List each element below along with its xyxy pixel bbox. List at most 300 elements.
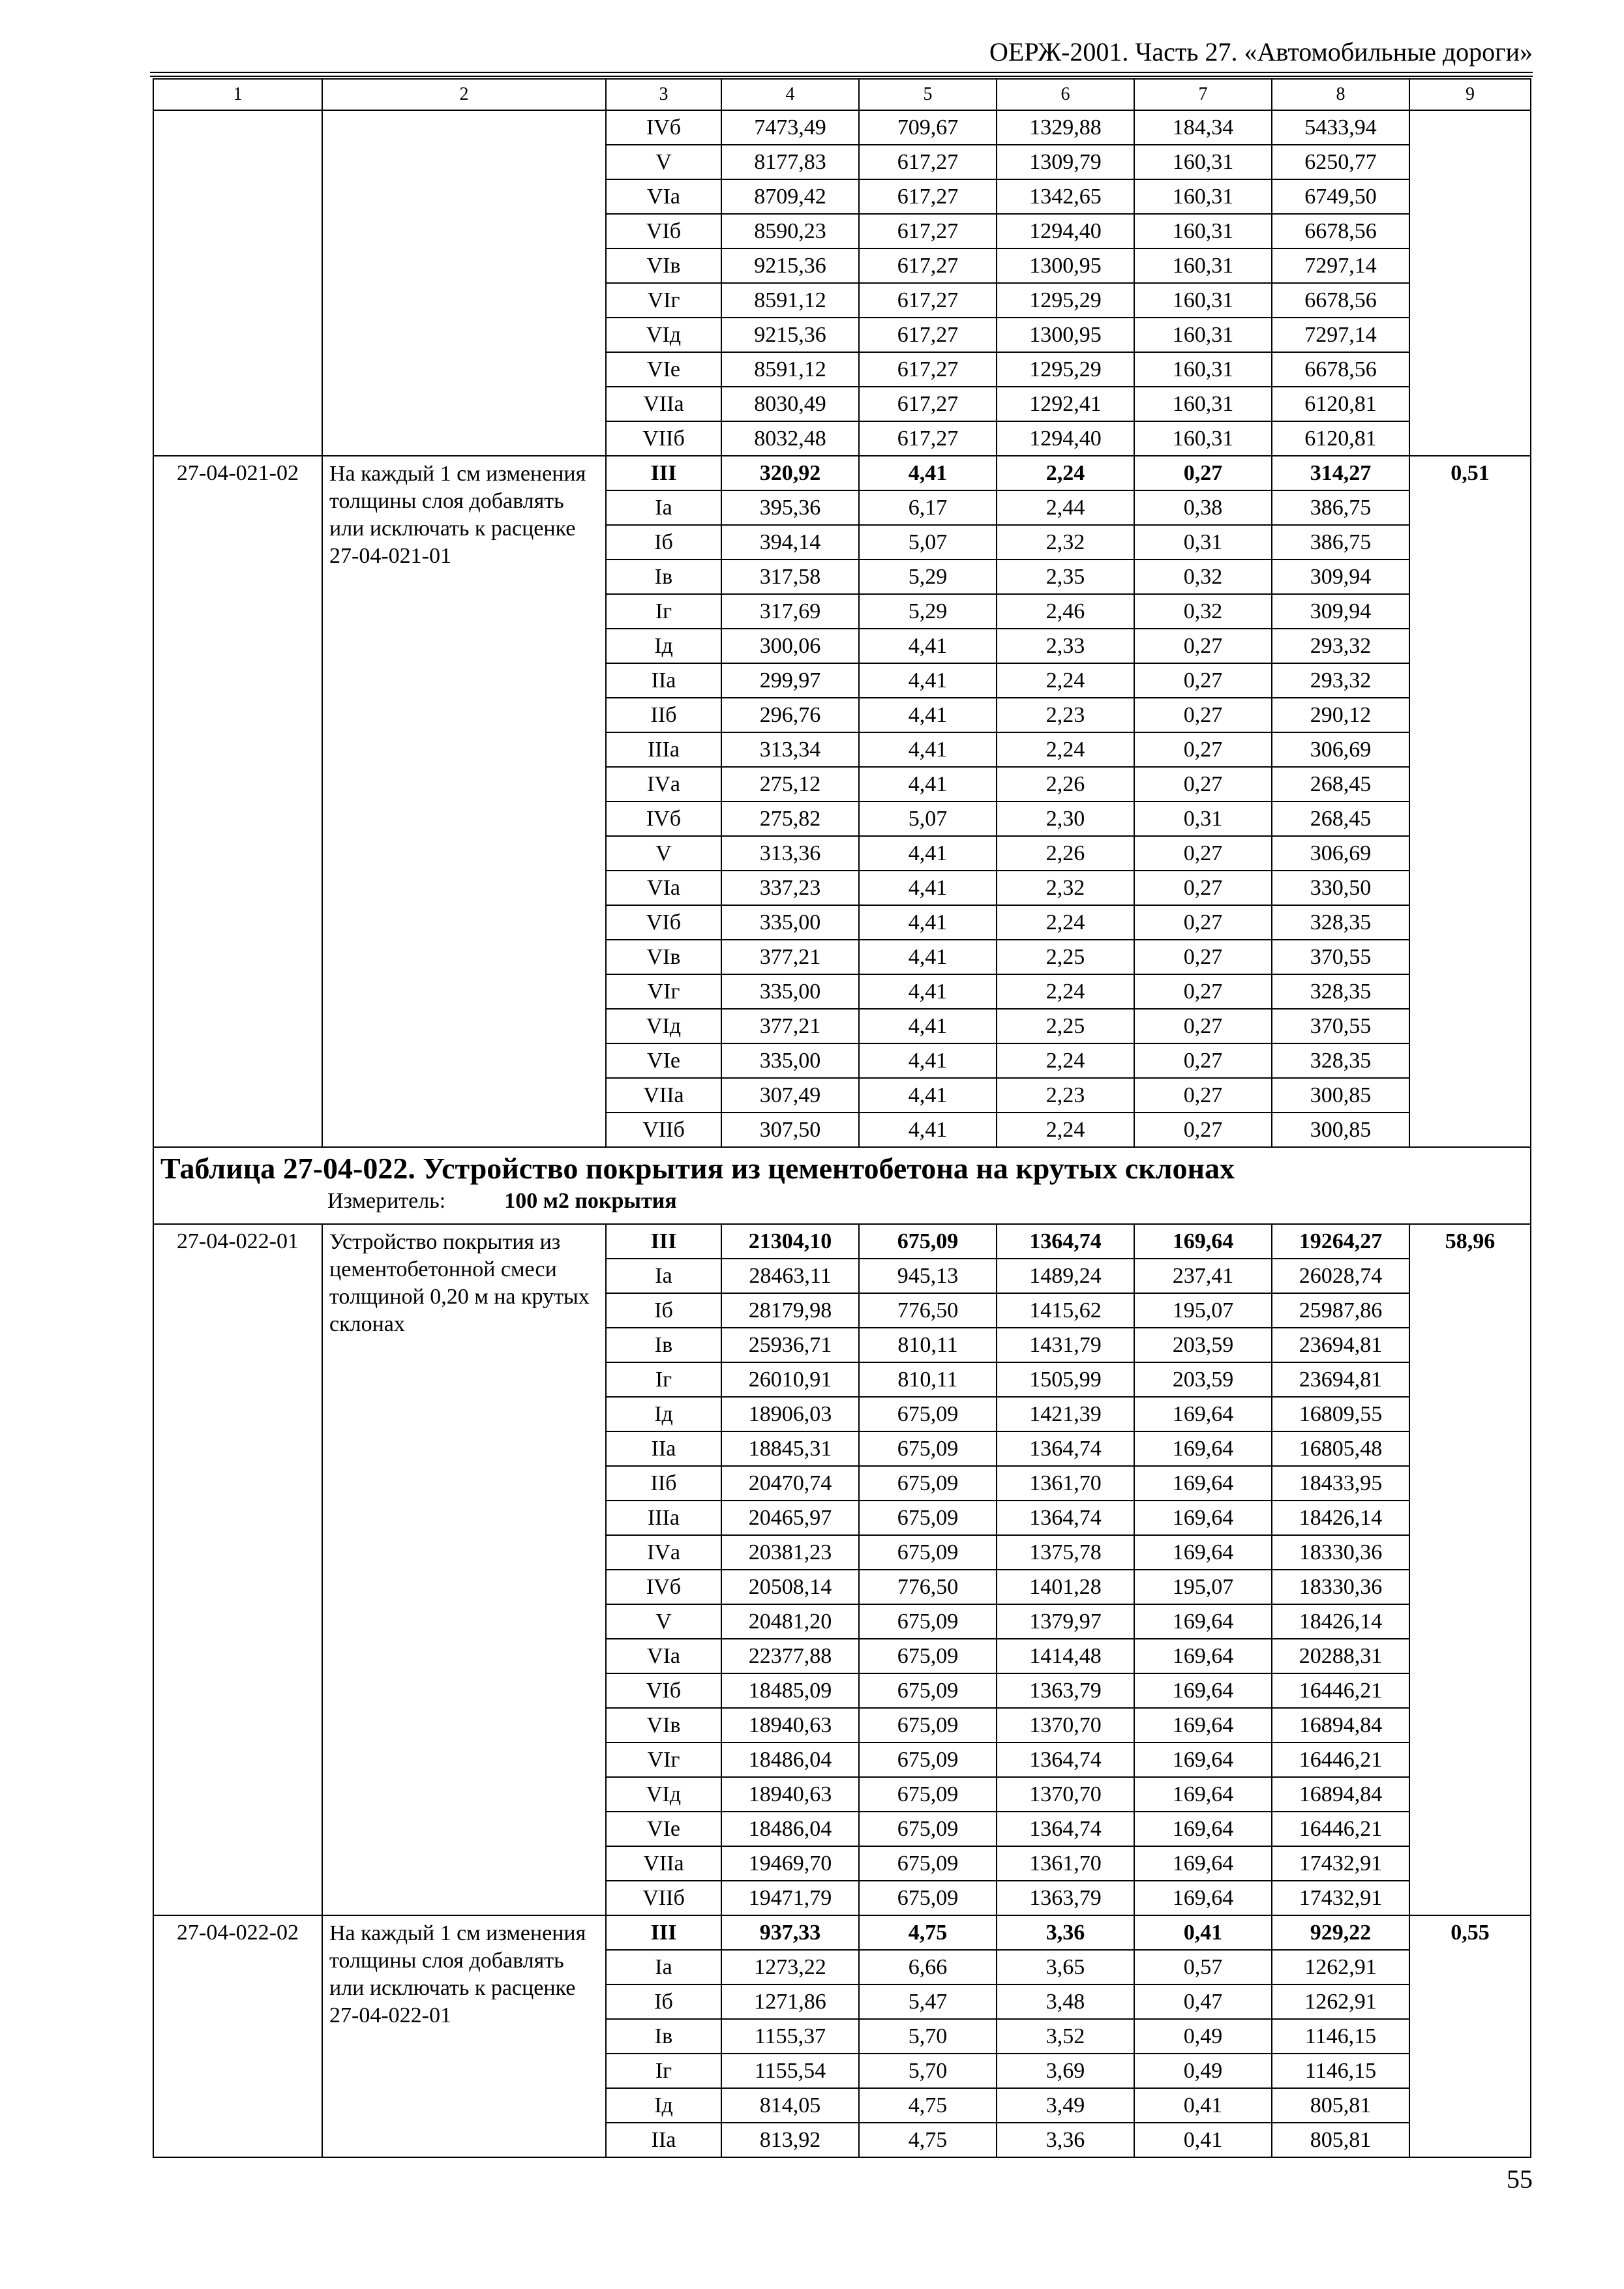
value-cell: 1379,97 [997,1604,1134,1639]
zone-cell: III [606,1224,721,1259]
value-cell: 23694,81 [1272,1362,1409,1397]
column-number: 9 [1409,79,1531,110]
value-cell: 16446,21 [1272,1812,1409,1846]
value-cell: 1292,41 [997,387,1134,421]
value-cell: 5,29 [859,594,997,629]
value-cell: 18940,63 [721,1708,859,1743]
zone-cell: Iб [606,1984,721,2019]
value-cell: 1342,65 [997,179,1134,214]
unit-label: Измеритель: [327,1189,446,1213]
value-cell: 169,64 [1134,1673,1272,1708]
value-cell: 328,35 [1272,1043,1409,1078]
rate-code: 27-04-022-01 [153,1224,322,1915]
value-cell: 169,64 [1134,1639,1272,1673]
column-number: 7 [1134,79,1272,110]
value-cell: 19469,70 [721,1846,859,1881]
value-cell: 0,41 [1134,2123,1272,2157]
value-cell: 2,25 [997,940,1134,974]
value-cell: 1329,88 [997,110,1134,145]
value-cell: 169,64 [1134,1881,1272,1915]
value-cell: 20465,97 [721,1501,859,1535]
column-number: 6 [997,79,1134,110]
value-cell: 1363,79 [997,1881,1134,1915]
value-cell: 237,41 [1134,1259,1272,1293]
column-number: 5 [859,79,997,110]
value-cell: 306,69 [1272,732,1409,767]
value-cell: 776,50 [859,1570,997,1604]
rate-description: Устройство покрытия из цементобетонной смеси толщиной 0,20 м на крутых склонах [322,1224,606,1915]
value-cell: 1294,40 [997,214,1134,248]
value-cell: 28179,98 [721,1293,859,1328]
value-cell: 1505,99 [997,1362,1134,1397]
column-number: 2 [322,79,606,110]
value-cell: 309,94 [1272,560,1409,594]
value-cell: 0,27 [1134,905,1272,940]
value-cell: 1273,22 [721,1950,859,1984]
value-cell: 307,49 [721,1078,859,1113]
value-cell: 1363,79 [997,1673,1134,1708]
value-cell: 0,32 [1134,560,1272,594]
value-cell: 0,27 [1134,456,1272,490]
value-cell: 26028,74 [1272,1259,1409,1293]
value-cell: 810,11 [859,1328,997,1362]
zone-cell: VIе [606,352,721,387]
value-cell: 306,69 [1272,836,1409,871]
zone-cell: VIб [606,905,721,940]
value-cell: 675,09 [859,1881,997,1915]
zone-cell: VIа [606,871,721,905]
value-cell: 3,48 [997,1984,1134,2019]
zone-cell: VIг [606,974,721,1009]
value-cell: 675,09 [859,1846,997,1881]
value-cell: 317,69 [721,594,859,629]
value-cell: 317,58 [721,560,859,594]
value-cell: 7473,49 [721,110,859,145]
zone-cell: VIв [606,248,721,283]
value-cell: 18485,09 [721,1673,859,1708]
value-cell: 1364,74 [997,1224,1134,1259]
value-cell: 8591,12 [721,283,859,318]
value-cell: 6120,81 [1272,421,1409,456]
value-cell: 3,69 [997,2054,1134,2088]
zone-cell: Iа [606,490,721,525]
value-cell: 300,85 [1272,1113,1409,1147]
value-cell: 617,27 [859,352,997,387]
value-cell: 20470,74 [721,1466,859,1501]
value-cell: 16446,21 [1272,1673,1409,1708]
value-cell: 299,97 [721,663,859,698]
rates-table [153,78,1531,2158]
value-cell: 4,75 [859,1915,997,1950]
value-cell: 813,92 [721,2123,859,2157]
value-cell: 1370,70 [997,1777,1134,1812]
value-cell: 1421,39 [997,1397,1134,1431]
zone-cell: Iг [606,1362,721,1397]
zone-cell: VIг [606,1743,721,1777]
value-cell: 293,32 [1272,629,1409,663]
value-cell: 169,64 [1134,1846,1272,1881]
value-cell: 617,27 [859,387,997,421]
value-cell: 0,41 [1134,1915,1272,1950]
zone-cell: VIIб [606,1113,721,1147]
value-cell: 709,67 [859,110,997,145]
value-cell: 675,09 [859,1812,997,1846]
value-cell: 386,75 [1272,490,1409,525]
value-cell: 4,41 [859,974,997,1009]
page-header: ОЕРЖ-2001. Часть 27. «Автомобильные дороги» [989,37,1533,67]
value-cell: 17432,91 [1272,1846,1409,1881]
value-cell: 9215,36 [721,318,859,352]
value-cell: 0,27 [1134,1078,1272,1113]
value-cell: 335,00 [721,1043,859,1078]
value-cell: 203,59 [1134,1328,1272,1362]
value-cell: 5,07 [859,801,997,836]
value-cell: 1361,70 [997,1846,1134,1881]
value-cell: 675,09 [859,1431,997,1466]
value-cell: 330,50 [1272,871,1409,905]
value-cell: 21304,10 [721,1224,859,1259]
value-cell: 6120,81 [1272,387,1409,421]
value-cell: 8591,12 [721,352,859,387]
value-cell: 2,35 [997,560,1134,594]
value-cell: 6678,56 [1272,283,1409,318]
value-cell: 20481,20 [721,1604,859,1639]
value-cell: 314,27 [1272,456,1409,490]
value-cell: 1300,95 [997,248,1134,283]
value-cell: 805,81 [1272,2088,1409,2123]
value-cell: 16809,55 [1272,1397,1409,1431]
value-cell: 929,22 [1272,1915,1409,1950]
value-cell: 2,33 [997,629,1134,663]
value-cell: 18845,31 [721,1431,859,1466]
value-cell: 5,47 [859,1984,997,2019]
value-cell: 203,59 [1134,1362,1272,1397]
zone-cell: Iа [606,1950,721,1984]
zone-cell: VIе [606,1812,721,1846]
zone-cell: VIIа [606,1846,721,1881]
value-cell: 313,34 [721,732,859,767]
value-cell: 18486,04 [721,1812,859,1846]
header-rule [150,72,1533,77]
value-cell: 1370,70 [997,1708,1134,1743]
value-cell: 1431,79 [997,1328,1134,1362]
value-cell: 4,41 [859,767,997,801]
zone-cell: VIд [606,1009,721,1043]
value-cell: 0,27 [1134,836,1272,871]
zone-cell: VIIб [606,421,721,456]
value-cell: 2,24 [997,663,1134,698]
value-cell: 617,27 [859,283,997,318]
value-cell: 275,12 [721,767,859,801]
rate-description: На каждый 1 см изменения толщины слоя добавлять или исключать к расценке 27-04-022-01 [322,1915,606,2157]
rate-description: На каждый 1 см изменения толщины слоя добавлять или исключать к расценке 27-04-021-01 [322,456,606,1147]
value-cell: 16446,21 [1272,1743,1409,1777]
value-cell: 28463,11 [721,1259,859,1293]
value-cell: 6,17 [859,490,997,525]
value-cell: 1295,29 [997,283,1134,318]
value-cell: 1155,37 [721,2019,859,2054]
zone-cell: V [606,1604,721,1639]
value-cell: 18433,95 [1272,1466,1409,1501]
value-cell: 0,41 [1134,2088,1272,2123]
zone-cell: IIб [606,698,721,732]
table-title-row [153,1147,1531,1224]
value-cell: 2,25 [997,1009,1134,1043]
value-cell: 18486,04 [721,1743,859,1777]
zone-cell: VIIа [606,387,721,421]
value-cell: 0,31 [1134,801,1272,836]
zone-cell: IVб [606,110,721,145]
zone-cell: IIа [606,1431,721,1466]
zone-cell: VIб [606,1673,721,1708]
value-cell: 0,38 [1134,490,1272,525]
column-numbers-row [153,79,1531,110]
value-cell: 184,34 [1134,110,1272,145]
value-cell: 160,31 [1134,387,1272,421]
value-cell: 169,64 [1134,1501,1272,1535]
zone-cell: III [606,1915,721,1950]
value-cell: 1401,28 [997,1570,1134,1604]
value-cell: 18426,14 [1272,1604,1409,1639]
value-cell: 0,27 [1134,732,1272,767]
value-cell: 18906,03 [721,1397,859,1431]
value-cell: 1489,24 [997,1259,1134,1293]
value-cell: 2,23 [997,698,1134,732]
value-cell: 4,41 [859,456,997,490]
value-cell: 5,70 [859,2019,997,2054]
value-cell: 313,36 [721,836,859,871]
value-cell: 776,50 [859,1293,997,1328]
value-cell: 8177,83 [721,145,859,179]
value-cell: 5433,94 [1272,110,1409,145]
value-cell: 1262,91 [1272,1950,1409,1984]
value-cell: 8590,23 [721,214,859,248]
zone-cell: Iг [606,2054,721,2088]
value-cell: 169,64 [1134,1431,1272,1466]
value-cell: 0,57 [1134,1950,1272,1984]
value-cell: 1155,54 [721,2054,859,2088]
zone-cell: VIд [606,1777,721,1812]
value-cell: 26010,91 [721,1362,859,1397]
column-number: 3 [606,79,721,110]
value-cell: 675,09 [859,1604,997,1639]
value-cell: 2,24 [997,905,1134,940]
value-cell: 675,09 [859,1708,997,1743]
value-cell: 7297,14 [1272,248,1409,283]
value-cell: 160,31 [1134,145,1272,179]
value-cell: 3,65 [997,1950,1134,1984]
value-cell: 370,55 [1272,1009,1409,1043]
zone-cell: VIа [606,179,721,214]
value-cell: 0,31 [1134,525,1272,560]
value-cell: 300,85 [1272,1078,1409,1113]
zone-cell: IIб [606,1466,721,1501]
column-number: 4 [721,79,859,110]
labor-ratio: 0,55 [1409,1915,1531,2157]
value-cell: 19471,79 [721,1881,859,1915]
value-cell: 1364,74 [997,1812,1134,1846]
value-cell: 16805,48 [1272,1431,1409,1466]
value-cell: 268,45 [1272,801,1409,836]
zone-cell: Iв [606,560,721,594]
value-cell: 2,23 [997,1078,1134,1113]
value-cell: 3,52 [997,2019,1134,2054]
zone-cell: VIе [606,1043,721,1078]
value-cell: 4,41 [859,732,997,767]
value-cell: 2,24 [997,1113,1134,1147]
value-cell: 3,36 [997,2123,1134,2157]
table-row [153,1224,1531,1259]
value-cell: 160,31 [1134,214,1272,248]
value-cell: 617,27 [859,318,997,352]
value-cell: 20381,23 [721,1535,859,1570]
value-cell: 370,55 [1272,940,1409,974]
value-cell: 2,30 [997,801,1134,836]
value-cell: 2,46 [997,594,1134,629]
value-cell: 0,49 [1134,2019,1272,2054]
value-cell: 1295,29 [997,352,1134,387]
value-cell: 0,47 [1134,1984,1272,2019]
unit-line [160,1187,1530,1216]
value-cell: 5,07 [859,525,997,560]
code-cell [153,110,322,456]
value-cell: 8709,42 [721,179,859,214]
value-cell: 2,24 [997,456,1134,490]
value-cell: 18330,36 [1272,1535,1409,1570]
value-cell: 2,44 [997,490,1134,525]
value-cell: 169,64 [1134,1743,1272,1777]
value-cell: 160,31 [1134,248,1272,283]
value-cell: 377,21 [721,940,859,974]
value-cell: 169,64 [1134,1708,1272,1743]
value-cell: 300,06 [721,629,859,663]
value-cell: 293,32 [1272,663,1409,698]
zone-cell: Iб [606,1293,721,1328]
value-cell: 1415,62 [997,1293,1134,1328]
value-cell: 20508,14 [721,1570,859,1604]
value-cell: 1414,48 [997,1639,1134,1673]
value-cell: 6250,77 [1272,145,1409,179]
zone-cell: VIв [606,1708,721,1743]
value-cell: 17432,91 [1272,1881,1409,1915]
column-number: 8 [1272,79,1409,110]
value-cell: 0,49 [1134,2054,1272,2088]
value-cell: 4,41 [859,1078,997,1113]
zone-cell: VIIб [606,1881,721,1915]
value-cell: 160,31 [1134,318,1272,352]
value-cell: 328,35 [1272,974,1409,1009]
value-cell: 160,31 [1134,283,1272,318]
value-cell: 18426,14 [1272,1501,1409,1535]
value-cell: 328,35 [1272,905,1409,940]
value-cell: 2,26 [997,836,1134,871]
value-cell: 8030,49 [721,387,859,421]
value-cell: 25987,86 [1272,1293,1409,1328]
zone-cell: V [606,836,721,871]
value-cell: 0,27 [1134,1113,1272,1147]
rate-code: 27-04-021-02 [153,456,322,1147]
value-cell: 0,27 [1134,1043,1272,1078]
rate-code: 27-04-022-02 [153,1915,322,2157]
value-cell: 1364,74 [997,1501,1134,1535]
value-cell: 1294,40 [997,421,1134,456]
value-cell: 268,45 [1272,767,1409,801]
value-cell: 4,41 [859,940,997,974]
value-cell: 337,23 [721,871,859,905]
value-cell: 16894,84 [1272,1777,1409,1812]
value-cell: 9215,36 [721,248,859,283]
value-cell: 617,27 [859,421,997,456]
value-cell: 160,31 [1134,421,1272,456]
value-cell: 3,36 [997,1915,1134,1950]
value-cell: 307,50 [721,1113,859,1147]
zone-cell: VIа [606,1639,721,1673]
value-cell: 4,41 [859,1009,997,1043]
value-cell: 1300,95 [997,318,1134,352]
value-cell: 18330,36 [1272,1570,1409,1604]
zone-cell: VIд [606,318,721,352]
value-cell: 195,07 [1134,1293,1272,1328]
unit-value: 100 м2 покрытия [504,1189,677,1213]
value-cell: 0,32 [1134,594,1272,629]
value-cell: 377,21 [721,1009,859,1043]
value-cell: 169,64 [1134,1397,1272,1431]
value-cell: 169,64 [1134,1777,1272,1812]
value-cell: 160,31 [1134,179,1272,214]
value-cell: 169,64 [1134,1604,1272,1639]
table-row [153,1915,1531,1950]
value-cell: 309,94 [1272,594,1409,629]
value-cell: 18940,63 [721,1777,859,1812]
value-cell: 1146,15 [1272,2054,1409,2088]
value-cell: 4,75 [859,2088,997,2123]
table-row [153,456,1531,490]
zone-cell: IIIа [606,1501,721,1535]
value-cell: 22377,88 [721,1639,859,1673]
value-cell: 0,27 [1134,871,1272,905]
zone-cell: Iд [606,2088,721,2123]
value-cell: 675,09 [859,1673,997,1708]
value-cell: 675,09 [859,1639,997,1673]
value-cell: 25936,71 [721,1328,859,1362]
value-cell: 0,27 [1134,767,1272,801]
value-cell: 6678,56 [1272,352,1409,387]
value-cell: 1271,86 [721,1984,859,2019]
value-cell: 4,41 [859,663,997,698]
value-cell: 617,27 [859,214,997,248]
value-cell: 675,09 [859,1535,997,1570]
value-cell: 675,09 [859,1397,997,1431]
value-cell: 169,64 [1134,1535,1272,1570]
value-cell: 0,27 [1134,1009,1272,1043]
table-row [153,110,1531,145]
value-cell: 0,27 [1134,974,1272,1009]
value-cell: 617,27 [859,145,997,179]
zone-cell: IIа [606,2123,721,2157]
value-cell: 4,41 [859,698,997,732]
zone-cell: III [606,456,721,490]
value-cell: 805,81 [1272,2123,1409,2157]
value-cell: 0,27 [1134,698,1272,732]
value-cell: 335,00 [721,905,859,940]
value-cell: 617,27 [859,248,997,283]
value-cell: 23694,81 [1272,1328,1409,1362]
value-cell: 4,41 [859,1113,997,1147]
value-cell: 394,14 [721,525,859,560]
value-cell: 675,09 [859,1777,997,1812]
value-cell: 1375,78 [997,1535,1134,1570]
value-cell: 169,64 [1134,1812,1272,1846]
